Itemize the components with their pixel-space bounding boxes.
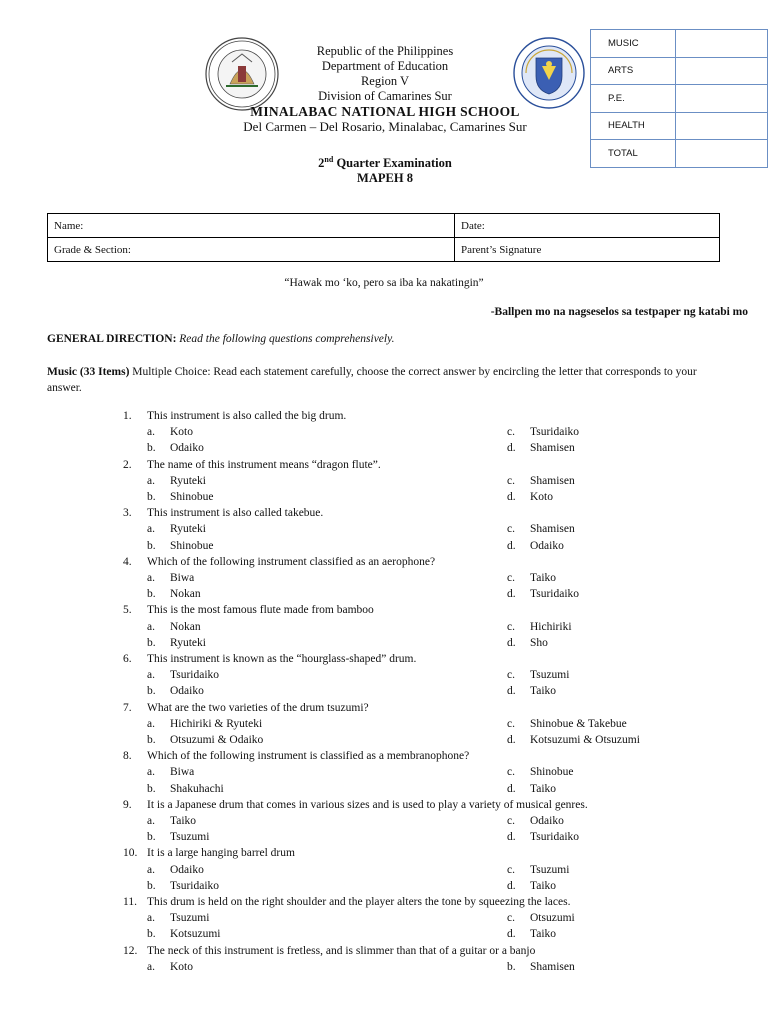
question-text: This instrument is also called takebue. [147, 507, 324, 520]
choice-a[interactable] [147, 669, 219, 681]
question-text: This is the most famous flute made from bamboo [147, 604, 374, 617]
choice-text: Shakuhachi [170, 782, 224, 795]
question-text: This instrument is also called the big drum. [147, 410, 347, 422]
header-line-region: Region V [360, 74, 410, 88]
school-address: Del Carmen – Del Rosario, Minalabac, Camarines Sur [243, 119, 527, 134]
choice-letter: c. [507, 572, 515, 584]
choice-b[interactable] [507, 961, 575, 973]
question-3 [123, 507, 323, 519]
exam-subject: MAPEH 8 [357, 171, 413, 186]
choice-d[interactable] [507, 588, 579, 600]
choice-a[interactable] [147, 961, 193, 973]
choice-a[interactable] [147, 815, 196, 827]
header-line-republic: Republic of the Philippines [316, 44, 454, 58]
choice-letter: a. [147, 620, 155, 633]
choice-c[interactable] [507, 523, 575, 535]
choice-text: Odaiko [530, 539, 564, 552]
choice-d[interactable] [507, 685, 556, 697]
choice-d[interactable] [507, 928, 556, 940]
choice-b[interactable] [147, 540, 213, 552]
choice-letter: a. [147, 669, 155, 682]
general-direction-label: GENERAL DIRECTION: [47, 333, 177, 345]
score-label-total: TOTAL [591, 140, 676, 168]
question-text: Which of the following instrument is classified as a membranophone? [147, 750, 470, 763]
choice-d[interactable] [507, 637, 548, 649]
choice-letter: d. [507, 831, 516, 844]
choice-text: Taiko [530, 572, 557, 584]
choice-letter: b. [147, 636, 156, 649]
question-number: 9. [123, 798, 132, 811]
question-11 [123, 896, 570, 908]
parent-signature-field[interactable]: Parent’s Signature [455, 238, 720, 262]
choice-text: Tsuzumi [530, 669, 570, 682]
choice-letter: d. [507, 442, 516, 455]
choice-letter: a. [147, 960, 155, 973]
choice-a[interactable] [147, 475, 206, 487]
choice-b[interactable] [147, 442, 204, 454]
choice-text: Koto [170, 426, 193, 439]
choice-letter: c. [507, 523, 515, 536]
choice-a[interactable] [147, 426, 193, 438]
choice-d[interactable] [507, 540, 564, 552]
header-line-department: Department of Education [321, 59, 449, 73]
choice-text: Shamisen [530, 442, 575, 455]
question-9 [123, 799, 588, 811]
choice-text: Otsuzumi & Odaiko [170, 734, 264, 746]
exam-quarter-label: Quarter Examination [333, 156, 452, 171]
music-instructions [47, 364, 723, 396]
choice-text: Hichiriki [530, 620, 572, 633]
score-label-music: MUSIC [591, 30, 676, 58]
question-text: This instrument is known as the “hourglass-shaped” drum. [147, 653, 417, 665]
choice-letter: c. [507, 620, 515, 633]
question-text: It is a Japanese drum that comes in various sizes and is used to play a variety of musical genres. [147, 798, 588, 811]
choice-letter: c. [507, 815, 515, 827]
choice-letter: c. [507, 863, 515, 876]
choice-d[interactable] [507, 442, 575, 454]
choice-text: Hichiriki & Ryuteki [170, 717, 263, 730]
question-text: The neck of this instrument is fretless, and is slimmer than that of a guitar or a banjo [147, 944, 536, 957]
name-field[interactable]: Name: [48, 214, 455, 238]
question-8 [123, 750, 469, 762]
choice-letter: b. [147, 685, 156, 698]
choice-text: Shinobue [530, 766, 574, 779]
choice-text: Tsuzumi [170, 831, 210, 844]
question-7 [123, 702, 369, 714]
choice-text: Tsuridaiko [530, 831, 580, 844]
choice-letter: b. [147, 442, 156, 455]
score-label-pe: P.E. [591, 85, 676, 113]
choice-letter: d. [507, 685, 516, 698]
header-line-division: Division of Camarines Sur [318, 89, 452, 103]
quote-text: “Hawak mo ‘ko, pero sa iba ka nakatingin” [284, 277, 484, 289]
choice-text: Koto [170, 960, 193, 973]
choice-a[interactable] [147, 766, 194, 778]
choice-a[interactable] [147, 621, 201, 633]
choice-text: Odaiko [170, 863, 204, 876]
question-4 [123, 556, 435, 568]
choice-text: Shamisen [530, 474, 575, 487]
question-text: What are the two varieties of the drum tsuzumi? [147, 701, 369, 714]
choice-b[interactable] [147, 685, 204, 697]
choice-text: Tsuridaiko [530, 588, 580, 601]
choice-b[interactable] [147, 637, 206, 649]
choice-letter: b. [147, 928, 156, 941]
question-number: 8. [123, 750, 132, 763]
choice-letter: d. [507, 879, 516, 892]
choice-c[interactable] [507, 669, 569, 681]
music-section-label: Music (33 Items) [47, 366, 130, 378]
choice-text: Shamisen [530, 523, 575, 536]
choice-text: Shamisen [530, 960, 575, 973]
choice-letter: c. [507, 912, 515, 925]
choice-letter: b. [147, 491, 156, 503]
choice-letter: c. [507, 766, 515, 779]
choice-letter: c. [507, 717, 515, 730]
exam-ordinal-suffix: nd [324, 155, 334, 164]
question-12 [123, 945, 535, 957]
choice-text: Taiko [530, 685, 557, 698]
choice-text: Nokan [170, 620, 201, 633]
choice-text: Taiko [530, 928, 557, 941]
choice-text: Shinobue & Takebue [530, 717, 627, 730]
choice-letter: d. [507, 734, 516, 746]
choice-text: Nokan [170, 588, 201, 601]
question-number: 4. [123, 555, 132, 568]
question-text: The name of this instrument means “dragon flute”. [147, 458, 381, 471]
choice-letter: a. [147, 426, 155, 439]
choice-c[interactable] [507, 864, 569, 876]
choice-letter: a. [147, 863, 155, 876]
score-cell-health [676, 112, 768, 140]
choice-text: Tsuzumi [530, 863, 570, 876]
question-number: 5. [123, 604, 132, 617]
exam-ordinal: 2 [318, 156, 325, 171]
question-number: 7. [123, 701, 132, 714]
choice-letter: b. [147, 879, 156, 892]
choice-c[interactable] [507, 426, 579, 438]
choice-text: Tsuridaiko [530, 426, 580, 439]
question-text: This drum is held on the right shoulder and the player alters the tone by squeezing the laces. [147, 896, 571, 908]
question-text: It is a large hanging barrel drum [147, 847, 295, 860]
choice-d[interactable] [507, 880, 556, 892]
question-number: 11. [123, 896, 137, 908]
school-header [200, 44, 570, 134]
choice-text: Tsuzumi [170, 912, 210, 925]
question-number: 6. [123, 653, 132, 665]
choice-letter: a. [147, 717, 155, 730]
choice-b[interactable] [147, 783, 224, 795]
score-label-health: HEALTH [591, 112, 676, 140]
choice-b[interactable] [147, 880, 219, 892]
choice-c[interactable] [507, 475, 575, 487]
choice-letter: c. [507, 474, 515, 487]
question-number: 1. [123, 410, 132, 422]
school-name: MINALABAC NATIONAL HIGH SCHOOL [250, 104, 520, 119]
question-number: 10. [123, 847, 138, 860]
choice-letter: c. [507, 426, 515, 439]
choice-letter: a. [147, 766, 155, 779]
choice-letter: a. [147, 523, 155, 536]
choice-letter: a. [147, 912, 155, 925]
choice-a[interactable] [147, 572, 194, 584]
choice-d[interactable] [507, 783, 556, 795]
choice-text: Koto [530, 491, 553, 503]
choice-letter: a. [147, 474, 155, 487]
choice-text: Shinobue [170, 539, 214, 552]
choice-text: Taiko [530, 879, 557, 892]
choice-letter: b. [147, 782, 156, 795]
choice-text: Shinobue [170, 491, 214, 503]
choice-letter: a. [147, 572, 155, 584]
choice-letter: b. [507, 960, 516, 973]
choice-text: Kotsuzumi & Otsuzumi [530, 734, 640, 746]
choice-letter: d. [507, 588, 516, 601]
choice-text: Odaiko [530, 815, 564, 827]
student-info-table [47, 213, 720, 262]
choice-text: Taiko [530, 782, 557, 795]
score-label-arts: ARTS [591, 57, 676, 85]
choice-letter: b. [147, 539, 156, 552]
exam-title [200, 152, 570, 186]
question-text: Which of the following instrument classified as an aerophone? [147, 555, 436, 568]
score-cell-music [676, 30, 768, 58]
choice-text: Odaiko [170, 442, 204, 455]
choice-d[interactable] [507, 831, 579, 843]
choice-text: Otsuzumi [530, 912, 575, 925]
choice-letter: a. [147, 815, 155, 827]
choice-text: Kotsuzumi [170, 928, 221, 941]
choice-b[interactable] [147, 491, 213, 503]
question-5 [123, 604, 374, 616]
choice-a[interactable] [147, 523, 206, 535]
question-number: 3. [123, 507, 132, 520]
score-cell-arts [676, 57, 768, 85]
choice-c[interactable] [507, 766, 573, 778]
question-2 [123, 459, 381, 471]
general-direction-text: Read the following questions comprehensively. [176, 333, 395, 345]
choice-letter: d. [507, 491, 516, 503]
choice-a[interactable] [147, 912, 209, 924]
score-table [590, 29, 768, 168]
question-6 [123, 653, 416, 665]
choice-a[interactable] [147, 718, 262, 730]
choice-c[interactable] [507, 912, 575, 924]
choice-letter: d. [507, 928, 516, 941]
choice-a[interactable] [147, 864, 204, 876]
choice-letter: d. [507, 539, 516, 552]
choice-c[interactable] [507, 621, 572, 633]
date-field[interactable]: Date: [455, 214, 720, 238]
choice-text: Sho [530, 636, 548, 649]
choice-letter: d. [507, 636, 516, 649]
score-cell-pe [676, 85, 768, 113]
choice-text: Biwa [170, 572, 195, 584]
choice-letter: b. [147, 588, 156, 601]
choice-text: Tsuridaiko [170, 879, 220, 892]
choice-text: Biwa [170, 766, 195, 779]
choice-b[interactable] [147, 831, 209, 843]
choice-c[interactable] [507, 718, 627, 730]
choice-text: Tsuridaiko [170, 669, 220, 682]
choice-text: Ryuteki [170, 636, 206, 649]
question-1 [123, 410, 346, 422]
choice-letter: c. [507, 669, 515, 682]
choice-c[interactable] [507, 572, 556, 584]
choice-text: Odaiko [170, 685, 204, 698]
choice-letter: d. [507, 782, 516, 795]
choice-b[interactable] [147, 734, 263, 746]
music-instructions-text: Multiple Choice: Read each statement carefully, choose the correct answer by encircling the letter that corresponds to your answer. [47, 366, 697, 394]
quote-signature: -Ballpen mo na nagseselos sa testpaper ng katabi mo [490, 306, 748, 318]
choice-text: Taiko [170, 815, 197, 827]
choice-letter: b. [147, 734, 156, 746]
choice-d[interactable] [507, 734, 640, 746]
question-number: 2. [123, 458, 132, 471]
choice-letter: b. [147, 831, 156, 844]
general-direction [47, 333, 394, 345]
question-number: 12. [123, 944, 138, 957]
score-cell-total [676, 140, 768, 168]
choice-b[interactable] [147, 588, 201, 600]
choice-text: Ryuteki [170, 523, 206, 536]
grade-section-field[interactable]: Grade & Section: [48, 238, 455, 262]
question-10 [123, 847, 295, 859]
choice-b[interactable] [147, 928, 220, 940]
choice-text: Ryuteki [170, 474, 206, 487]
choice-d[interactable] [507, 491, 553, 503]
choice-c[interactable] [507, 815, 564, 827]
